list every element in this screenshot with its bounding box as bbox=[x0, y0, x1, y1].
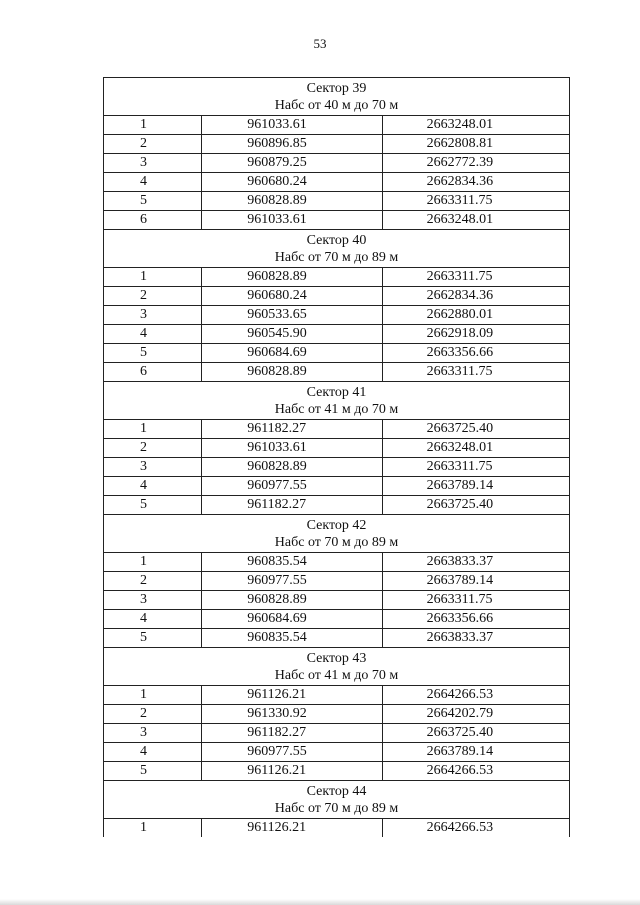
x-coordinate-cell: 960835.54 bbox=[202, 629, 382, 648]
point-number-cell: 4 bbox=[104, 477, 202, 496]
x-coordinate-cell: 961033.61 bbox=[202, 116, 382, 135]
x-coordinate-cell: 961182.27 bbox=[202, 496, 382, 515]
point-number-cell: 3 bbox=[104, 306, 202, 325]
y-coordinate-cell: 2663833.37 bbox=[382, 553, 569, 572]
coordinate-row bbox=[104, 819, 570, 838]
x-coordinate-cell: 960828.89 bbox=[202, 268, 382, 287]
sector-height-range: Набс от 40 м до 70 м bbox=[274, 98, 399, 113]
coordinate-row bbox=[104, 762, 570, 781]
sector-header bbox=[104, 382, 570, 420]
coordinate-row bbox=[104, 572, 570, 591]
x-coordinate-cell: 961033.61 bbox=[202, 211, 382, 230]
x-coordinate-cell: 961126.21 bbox=[202, 819, 382, 838]
y-coordinate-cell: 2663356.66 bbox=[382, 610, 569, 629]
point-number-cell: 2 bbox=[104, 287, 202, 306]
sector-title: Сектор 44 bbox=[306, 784, 367, 799]
coordinate-row bbox=[104, 477, 570, 496]
coordinate-row bbox=[104, 439, 570, 458]
y-coordinate-cell: 2664266.53 bbox=[382, 686, 569, 705]
coordinate-row bbox=[104, 743, 570, 762]
point-number-cell: 4 bbox=[104, 325, 202, 344]
y-coordinate-cell: 2664266.53 bbox=[382, 819, 569, 838]
x-coordinate-cell: 960828.89 bbox=[202, 458, 382, 477]
point-number-cell: 5 bbox=[104, 762, 202, 781]
point-number-cell: 2 bbox=[104, 572, 202, 591]
y-coordinate-cell: 2662918.09 bbox=[382, 325, 569, 344]
sector-height-range: Набс от 41 м до 70 м bbox=[274, 402, 399, 417]
coordinate-row bbox=[104, 591, 570, 610]
sector-title: Сектор 39 bbox=[306, 81, 367, 96]
coordinate-row bbox=[104, 116, 570, 135]
coordinate-row bbox=[104, 610, 570, 629]
point-number-cell: 5 bbox=[104, 496, 202, 515]
point-number-cell: 3 bbox=[104, 591, 202, 610]
y-coordinate-cell: 2663311.75 bbox=[382, 458, 569, 477]
coordinate-row bbox=[104, 287, 570, 306]
sector-title: Сектор 42 bbox=[306, 518, 367, 533]
x-coordinate-cell: 960896.85 bbox=[202, 135, 382, 154]
x-coordinate-cell: 961182.27 bbox=[202, 420, 382, 439]
x-coordinate-cell: 961126.21 bbox=[202, 762, 382, 781]
x-coordinate-cell: 960533.65 bbox=[202, 306, 382, 325]
x-coordinate-cell: 960828.89 bbox=[202, 192, 382, 211]
x-coordinate-cell: 960977.55 bbox=[202, 477, 382, 496]
point-number-cell: 1 bbox=[104, 268, 202, 287]
y-coordinate-cell: 2662834.36 bbox=[382, 173, 569, 192]
sector-coordinates-table bbox=[103, 77, 570, 837]
point-number-cell: 1 bbox=[104, 553, 202, 572]
coordinate-row bbox=[104, 325, 570, 344]
coordinate-row bbox=[104, 363, 570, 382]
sector-header-row bbox=[104, 78, 570, 116]
sector-title: Сектор 41 bbox=[306, 385, 367, 400]
coordinate-row bbox=[104, 458, 570, 477]
coordinate-row bbox=[104, 154, 570, 173]
y-coordinate-cell: 2663356.66 bbox=[382, 344, 569, 363]
y-coordinate-cell: 2663311.75 bbox=[382, 591, 569, 610]
y-coordinate-cell: 2663248.01 bbox=[382, 439, 569, 458]
coordinate-row bbox=[104, 553, 570, 572]
y-coordinate-cell: 2663248.01 bbox=[382, 211, 569, 230]
point-number-cell: 5 bbox=[104, 192, 202, 211]
x-coordinate-cell: 960680.24 bbox=[202, 173, 382, 192]
y-coordinate-cell: 2663725.40 bbox=[382, 724, 569, 743]
point-number-cell: 4 bbox=[104, 743, 202, 762]
coordinate-row bbox=[104, 420, 570, 439]
coordinate-row bbox=[104, 629, 570, 648]
page-number: 53 bbox=[313, 36, 327, 51]
point-number-cell: 1 bbox=[104, 116, 202, 135]
y-coordinate-cell: 2662772.39 bbox=[382, 154, 569, 173]
point-number-cell: 2 bbox=[104, 439, 202, 458]
point-number-cell: 1 bbox=[104, 420, 202, 439]
y-coordinate-cell: 2663311.75 bbox=[382, 363, 569, 382]
x-coordinate-cell: 960828.89 bbox=[202, 363, 382, 382]
coordinate-row bbox=[104, 135, 570, 154]
x-coordinate-cell: 960977.55 bbox=[202, 743, 382, 762]
x-coordinate-cell: 961182.27 bbox=[202, 724, 382, 743]
point-number-cell: 1 bbox=[104, 686, 202, 705]
x-coordinate-cell: 960684.69 bbox=[202, 344, 382, 363]
y-coordinate-cell: 2663725.40 bbox=[382, 496, 569, 515]
x-coordinate-cell: 960828.89 bbox=[202, 591, 382, 610]
x-coordinate-cell: 960835.54 bbox=[202, 553, 382, 572]
y-coordinate-cell: 2662834.36 bbox=[382, 287, 569, 306]
y-coordinate-cell: 2663789.14 bbox=[382, 743, 569, 762]
sector-header-row bbox=[104, 230, 570, 268]
y-coordinate-cell: 2663833.37 bbox=[382, 629, 569, 648]
sector-header-row bbox=[104, 515, 570, 553]
coordinate-row bbox=[104, 211, 570, 230]
point-number-cell: 6 bbox=[104, 363, 202, 382]
point-number-cell: 1 bbox=[104, 819, 202, 838]
y-coordinate-cell: 2664266.53 bbox=[382, 762, 569, 781]
coordinate-row bbox=[104, 724, 570, 743]
y-coordinate-cell: 2663248.01 bbox=[382, 116, 569, 135]
sector-header-row bbox=[104, 648, 570, 686]
y-coordinate-cell: 2663789.14 bbox=[382, 477, 569, 496]
point-number-cell: 3 bbox=[104, 154, 202, 173]
sector-header bbox=[104, 515, 570, 553]
scan-bottom-edge bbox=[0, 899, 640, 905]
sector-title: Сектор 40 bbox=[306, 233, 367, 248]
coordinate-row bbox=[104, 173, 570, 192]
y-coordinate-cell: 2664202.79 bbox=[382, 705, 569, 724]
point-number-cell: 4 bbox=[104, 173, 202, 192]
sector-title: Сектор 43 bbox=[306, 651, 367, 666]
coordinate-row bbox=[104, 344, 570, 363]
sector-height-range: Набс от 70 м до 89 м bbox=[274, 250, 399, 265]
x-coordinate-cell: 960684.69 bbox=[202, 610, 382, 629]
sector-header-row bbox=[104, 781, 570, 819]
x-coordinate-cell: 961126.21 bbox=[202, 686, 382, 705]
point-number-cell: 6 bbox=[104, 211, 202, 230]
sector-header bbox=[104, 781, 570, 819]
coordinate-row bbox=[104, 268, 570, 287]
point-number-cell: 3 bbox=[104, 458, 202, 477]
x-coordinate-cell: 960977.55 bbox=[202, 572, 382, 591]
point-number-cell: 2 bbox=[104, 135, 202, 154]
coordinate-row bbox=[104, 192, 570, 211]
x-coordinate-cell: 960680.24 bbox=[202, 287, 382, 306]
coordinate-row bbox=[104, 686, 570, 705]
sector-header bbox=[104, 230, 570, 268]
sector-header-row bbox=[104, 382, 570, 420]
y-coordinate-cell: 2663789.14 bbox=[382, 572, 569, 591]
sector-header bbox=[104, 648, 570, 686]
y-coordinate-cell: 2663725.40 bbox=[382, 420, 569, 439]
point-number-cell: 4 bbox=[104, 610, 202, 629]
coordinate-row bbox=[104, 306, 570, 325]
sector-header bbox=[104, 78, 570, 116]
point-number-cell: 2 bbox=[104, 705, 202, 724]
point-number-cell: 3 bbox=[104, 724, 202, 743]
sector-height-range: Набс от 41 м до 70 м bbox=[274, 668, 399, 683]
point-number-cell: 5 bbox=[104, 629, 202, 648]
coordinate-row bbox=[104, 496, 570, 515]
x-coordinate-cell: 960545.90 bbox=[202, 325, 382, 344]
x-coordinate-cell: 961330.92 bbox=[202, 705, 382, 724]
y-coordinate-cell: 2662880.01 bbox=[382, 306, 569, 325]
sector-height-range: Набс от 70 м до 89 м bbox=[274, 535, 399, 550]
coordinate-row bbox=[104, 705, 570, 724]
sector-height-range: Набс от 70 м до 89 м bbox=[274, 801, 399, 816]
y-coordinate-cell: 2663311.75 bbox=[382, 268, 569, 287]
y-coordinate-cell: 2663311.75 bbox=[382, 192, 569, 211]
y-coordinate-cell: 2662808.81 bbox=[382, 135, 569, 154]
x-coordinate-cell: 961033.61 bbox=[202, 439, 382, 458]
x-coordinate-cell: 960879.25 bbox=[202, 154, 382, 173]
point-number-cell: 5 bbox=[104, 344, 202, 363]
